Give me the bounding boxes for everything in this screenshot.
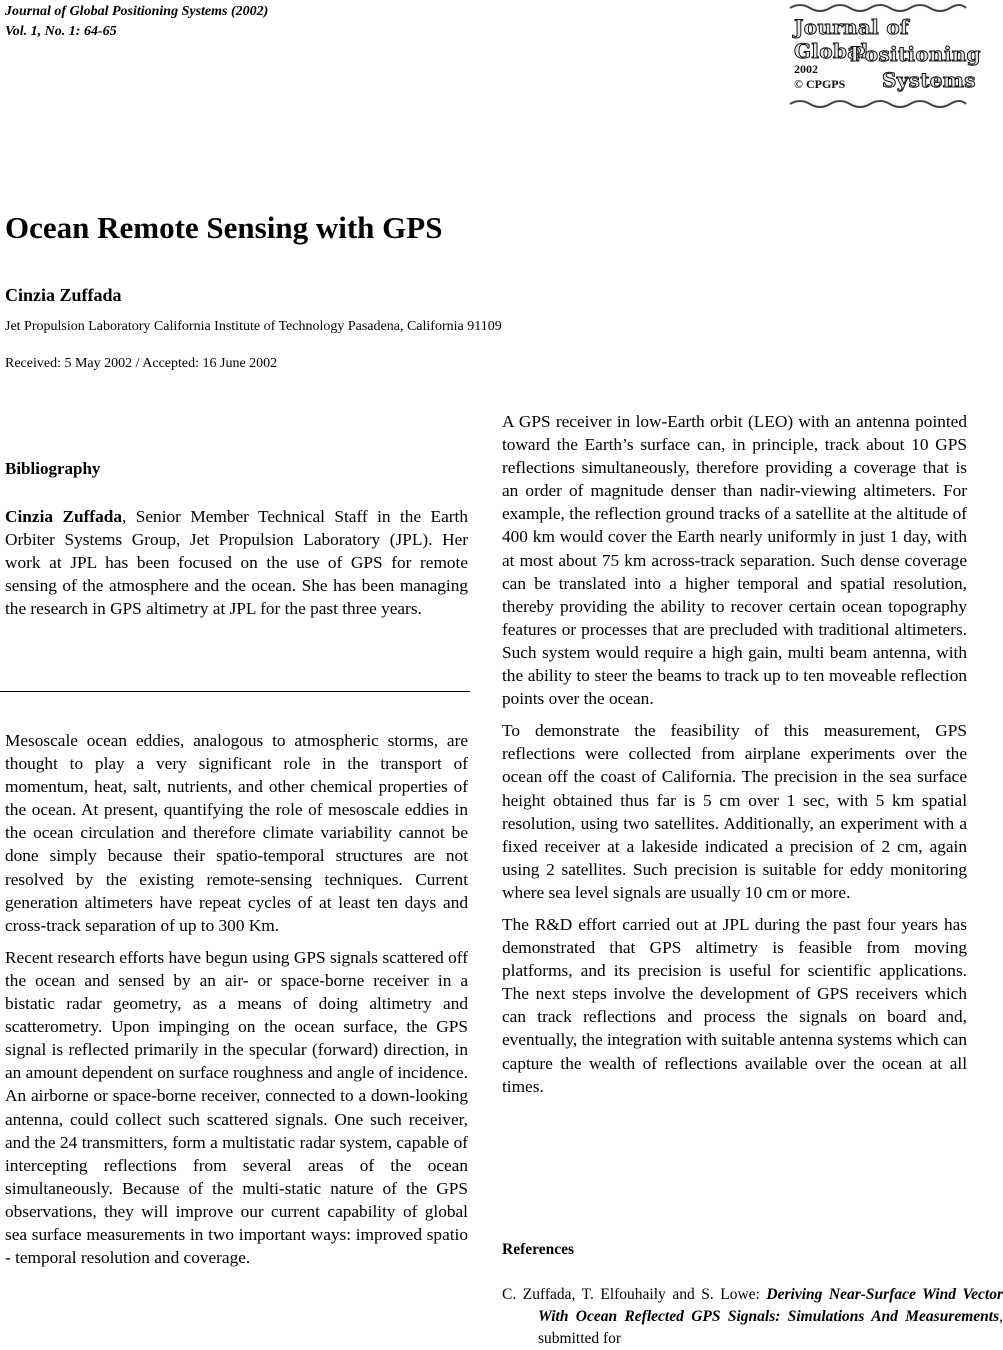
reference-1-authors: C. Zuffada, T. Elfouhaily and S. Lowe: — [502, 1286, 767, 1303]
article-title: Ocean Remote Sensing with GPS — [5, 210, 443, 245]
body-left-column — [5, 729, 468, 1269]
reference-1 — [502, 1284, 1003, 1350]
paragraph-1: Mesoscale ocean eddies, analogous to atmospheric storms, are thought to play a very significant role in the transport of momentum, heat, salt, nutrients, and other chemical properties of the ocean. At present, quantifying the role of mesoscale eddies in the ocean circulation and therefore climate variability cannot be done simply because their spatio-temporal structures are not resolved by the existing remote-sensing techniques. Current generation altimeters have repeat cycles of at least ten days and cross-track separation of up to 300 Km. — [5, 731, 468, 935]
received-dates: Received: 5 May 2002 / Accepted: 16 June 2002 — [5, 356, 278, 371]
logo-copyright: © CPGPS — [794, 77, 846, 91]
paragraph-3: A GPS receiver in low-Earth orbit (LEO) with an antenna pointed toward the Earth’s surface can, in principle, track about 10 GPS reflections simultaneously, therefore providing a coverage that is an order of magnitude denser than nadir-viewing altimeters. For example, the reflection ground tracks of a satellite at the altitude of 400 km would cover the Earth nearly uniformly in just 1 day, with at most about 75 km across-track separation. Such dense coverage can be translated into a higher temporal and spatial resolution, thereby providing the ability to recover certain ocean topography features or processes that are precluded with traditional altimeters. Such system would require a high gain, multi beam antenna, with the ability to steer the beams to track up to ten moveable reflection points over the ocean. — [502, 412, 967, 709]
logo-line-1: Journal of Global — [794, 15, 909, 63]
logo-line-3: Systems — [882, 68, 976, 92]
reference-1-tail: , submitted for — [538, 1308, 1003, 1347]
bibliography-text — [5, 505, 468, 620]
bibliography-body: , Senior Member Technical Staff in the Earth Orbiter Systems Group, Jet Propulsion Laboratory (JPL). Her work at JPL has been focused on the use of GPS for remote sensing of the atmosphere and the ocean. She has been managing the research in GPS altimetry at JPL for the past three years. — [5, 507, 468, 619]
journal-line: Journal of Global Positioning Systems (2002) — [5, 4, 269, 19]
journal-logo — [786, 0, 981, 112]
journal-info — [5, 2, 268, 42]
volume-line: Vol. 1, No. 1: 64-65 — [5, 24, 117, 39]
bibliography-name: Cinzia Zuffada — [5, 507, 122, 526]
bibliography-heading: Bibliography — [5, 459, 101, 478]
reference-1-title: Deriving Near-Surface Wind Vector With Ocean Reflected GPS Signals: Simulations And Measurements — [538, 1286, 1003, 1325]
section-divider — [0, 691, 470, 692]
logo-line-2: Positioning — [850, 42, 981, 66]
body-right-column — [502, 410, 967, 1098]
author-affiliation: Jet Propulsion Laboratory California Institute of Technology Pasadena, California 91109 — [5, 319, 502, 334]
references-heading: References — [502, 1241, 575, 1258]
logo-year: 2002 — [794, 62, 818, 76]
paragraph-4: To demonstrate the feasibility of this measurement, GPS reflections were collected from airplane experiments over the ocean off the coast of California. The precision in the sea surface height obtained thus far is 5 cm over 1 sec, with 5 km spatial resolution, using two satellites. Additionally, an experiment with a fixed receiver at a lakeside indicated a precision of 2 cm, again using 2 satellites. Such precision is suitable for eddy monitoring where sea level signals are usually 10 cm or more. — [502, 721, 967, 902]
article-author: Cinzia Zuffada — [5, 285, 122, 305]
paragraph-2: Recent research efforts have begun using GPS signals scattered off the ocean and sensed by an air- or space-borne receiver in a bistatic radar geometry, as a means of doing altimetry and scatterometry. Upon impinging on the ocean surface, the GPS signal is reflected primarily in the specular (forward) direction, in an amount dependent on surface roughness and angle of incidence. An airborne or space-borne receiver, connected to a down-looking antenna, could collect such scattered signals. One such receiver, and the 24 transmitters, form a multistatic radar system, capable of intercepting reflections from several areas of the ocean simultaneously. Because of the multi-static nature of the GPS observations, they will improve our current capability of global sea surface measurements in two important ways: improved spatio - temporal resolution and coverage. — [5, 947, 468, 1268]
paragraph-5: The R&D effort carried out at JPL during the past four years has demonstrated that GPS altimetry is feasible from moving platforms, and its precision is useful for scientific applications. The next steps involve the development of GPS receivers which can track reflections and process the signals on board and, eventually, the integration with suitable antenna systems which can capture the wealth of reflections available over the ocean at all times. — [502, 914, 967, 1096]
